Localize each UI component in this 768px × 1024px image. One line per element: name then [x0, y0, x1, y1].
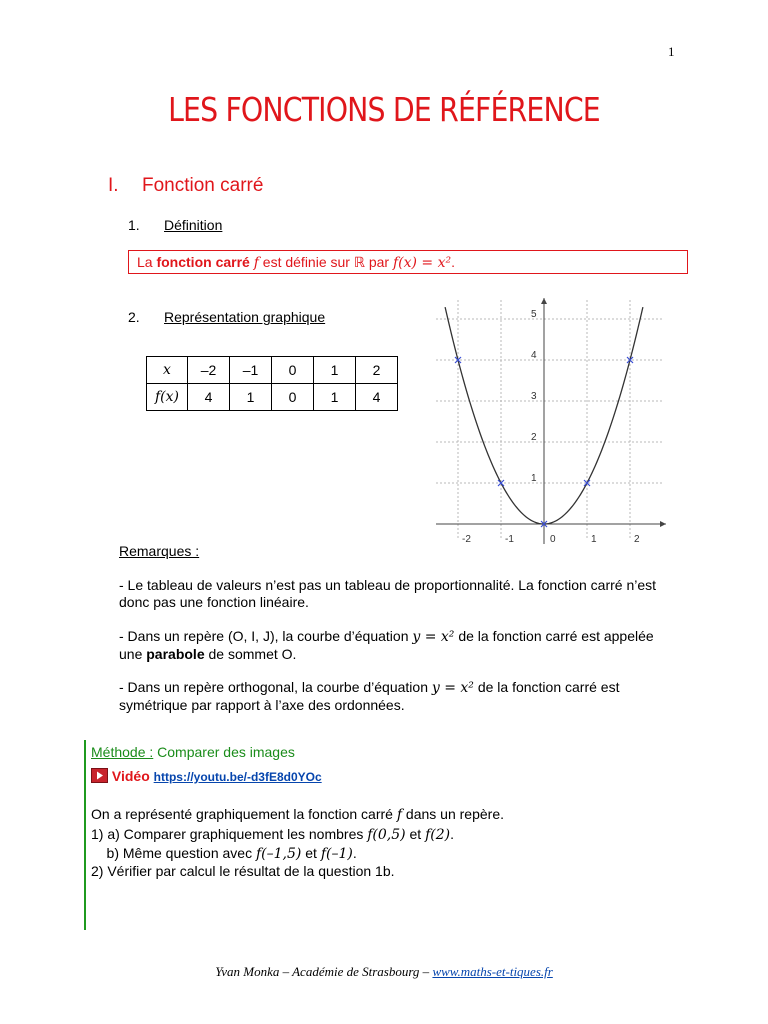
y-tick-label: 1 [531, 473, 537, 484]
video-play-icon[interactable] [91, 768, 108, 783]
footer [0, 964, 768, 980]
exercise-text: . [450, 826, 454, 842]
table-cell: 4 [188, 384, 230, 411]
x-tick-label: -1 [505, 534, 514, 545]
x-tick-label: -2 [462, 534, 471, 545]
remark-text: - Dans un repère orthogonal, la courbe d’équation [119, 679, 432, 695]
exercise-line-3 [91, 845, 357, 863]
definition-f: f [253, 255, 259, 271]
definition-text-3: par [364, 254, 393, 270]
parabola-graph [430, 296, 670, 548]
definition-box [128, 250, 688, 274]
table-cell: 1 [230, 384, 272, 411]
exercise-text: On a représenté graphiquement la fonction carré [91, 806, 397, 822]
remark-text: de la fonction carré est symétrique par rapport à l’axe des ordonnées. [119, 679, 620, 713]
definition-term: fonction carré [156, 254, 250, 270]
remark-bold: parabole [146, 646, 205, 662]
table-header-x: x [147, 357, 188, 384]
exercise-line-2 [91, 826, 454, 844]
video-link[interactable]: https://youtu.be/-d3fE8d0YOc [153, 770, 322, 784]
remark-equation: y = x² [431, 680, 474, 696]
exercise-line-4: 2) Vérifier par calcul le résultat de la question 1b. [91, 863, 395, 879]
definition-end: . [451, 254, 455, 270]
x-tick-label: 2 [634, 534, 640, 545]
table-cell: 4 [356, 384, 398, 411]
exercise-text: b) Même question avec [91, 845, 256, 861]
exercise-math: f(2) [425, 827, 451, 843]
remark-text: de la fonction carré est appelée une [119, 628, 654, 662]
values-table [146, 356, 398, 411]
subsection-definition [128, 217, 222, 233]
remark-2 [119, 628, 659, 663]
table-cell: 0 [272, 384, 314, 411]
definition-formula: f(x) = x² [392, 255, 452, 271]
table-cell: –1 [230, 357, 272, 384]
exercise-text: et [301, 845, 321, 861]
y-axis-arrow [541, 298, 547, 304]
table-cell: 2 [356, 357, 398, 384]
exercise-text: et [405, 826, 426, 842]
remark-text: - Dans un repère (O, I, J), la courbe d’équation [119, 628, 413, 644]
page-title: LES FONCTIONS DE RÉFÉRENCE [168, 90, 600, 129]
y-tick-label: 5 [531, 309, 537, 320]
table-header-fx: f(x) [147, 384, 188, 411]
definition-set: ℝ [353, 254, 365, 270]
method-title: Comparer des images [153, 744, 295, 760]
table-cell: 1 [314, 384, 356, 411]
method-label: Méthode : [91, 744, 154, 760]
exercise-math: f(0,5) [367, 827, 406, 843]
exercise-line-1 [91, 806, 504, 824]
y-tick-label: 4 [531, 350, 537, 361]
exercise-math: f [396, 807, 403, 823]
exercise-math: f(–1,5) [255, 846, 302, 862]
method-bar [84, 740, 86, 930]
exercise-text: . [352, 845, 357, 861]
x-tick-label: 1 [591, 534, 597, 545]
subsection-title: Représentation graphique [164, 309, 326, 325]
remark-3 [119, 679, 659, 714]
subsection-title: Définition [164, 217, 223, 233]
method-heading [91, 744, 295, 760]
remark-1: - Le tableau de valeurs n’est pas un tableau de proportionnalité. La fonction carré n’est donc pas une fonction linéaire. [119, 577, 657, 610]
table-cell: 0 [272, 357, 314, 384]
table-cell: 1 [314, 357, 356, 384]
definition-text-2: est définie sur [258, 254, 354, 270]
video-line [91, 768, 322, 784]
remark-equation: y = x² [412, 629, 455, 645]
definition-text: La [137, 254, 157, 270]
video-label: Vidéo [108, 768, 154, 784]
footer-link[interactable]: www.maths-et-tiques.fr [432, 964, 553, 979]
y-tick-label: 3 [531, 391, 537, 402]
exercise-text: dans un repère. [402, 806, 505, 822]
section-title: Fonction carré [142, 175, 264, 196]
remarks-title: Remarques : [119, 543, 200, 559]
subsection-number: 2. [128, 309, 140, 325]
footer-author: Yvan Monka – Académie de Strasbourg – [215, 964, 433, 979]
page-number: 1 [668, 44, 675, 59]
x-axis-arrow [660, 521, 666, 527]
table-row [147, 384, 398, 411]
table-row [147, 357, 398, 384]
y-tick-label: 2 [531, 432, 537, 443]
section-number: I. [108, 175, 119, 196]
exercise-math: f(–1) [320, 846, 353, 862]
section-heading [108, 175, 263, 197]
subsection-graph [128, 309, 325, 325]
table-cell: –2 [188, 357, 230, 384]
subsection-number: 1. [128, 217, 140, 233]
x-tick-label: 0 [550, 534, 556, 545]
exercise-text: 1) a) Comparer graphiquement les nombres [91, 826, 368, 842]
remark-text: de sommet O. [204, 646, 297, 662]
